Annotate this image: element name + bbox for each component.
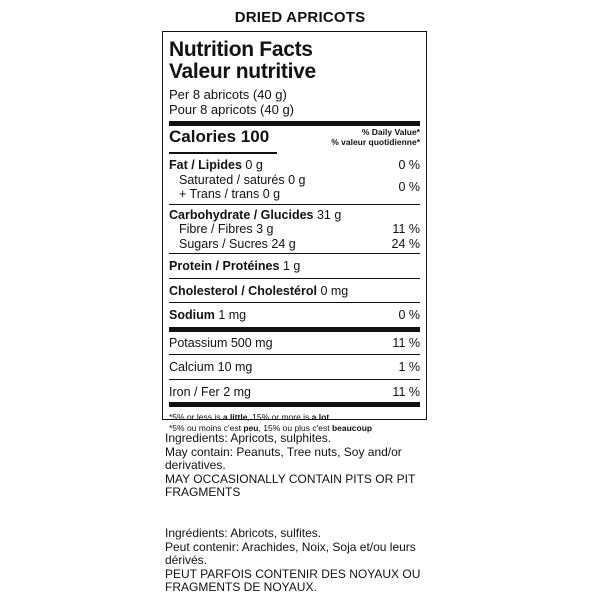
potassium-label: Potassium: [169, 335, 228, 350]
fibre-label: Fibre / Fibres: [179, 222, 253, 236]
carb-amount: 31 g: [316, 207, 342, 222]
cholesterol-block: [169, 279, 420, 303]
calories-text: Calories: [169, 127, 237, 146]
ingredients-fr: Ingrédients: Abricots, sulfites.: [165, 525, 322, 540]
fibre-pct: 11 %: [392, 222, 420, 236]
saturated-amount: 0 g: [288, 172, 306, 187]
iron-row: [169, 385, 420, 400]
calories-row: [169, 126, 420, 152]
trans-amount: 0 g: [262, 187, 281, 201]
serving-size-fr: Pour 8 apricots (40 g): [169, 102, 295, 117]
ingredients-section: [165, 432, 455, 595]
fibre-row: [169, 222, 420, 237]
carb-block: [169, 205, 420, 254]
saturated-row: [179, 173, 306, 188]
calories-label: [169, 127, 269, 147]
iron-label: Iron / Fer: [169, 384, 220, 399]
product-title: DRIED APRICOTS: [234, 9, 366, 26]
daily-value-fr: % valeur quotidienne*: [331, 137, 420, 147]
iron-block: [169, 380, 420, 403]
protein-row: [169, 259, 420, 274]
carb-label: Carbohydrate / Glucides: [169, 207, 314, 222]
footnote-fr: *5% ou moins c'est peu, 15% ou plus c'est beaucoup: [169, 423, 373, 433]
fibre-amount: 3 g: [256, 222, 274, 236]
protein-block: [169, 254, 420, 278]
trans-label: + Trans / trans: [179, 187, 260, 201]
calcium-pct: 1 %: [398, 360, 420, 374]
potassium-row: [169, 336, 420, 351]
sat-trans-pct: 0 %: [398, 180, 420, 194]
sodium-row: [169, 308, 420, 323]
potassium-block: [169, 332, 420, 355]
calcium-amount: 10 mg: [217, 360, 253, 374]
valeur-nutritive-title: Valeur nutritive: [169, 60, 316, 83]
potassium-amount: 500 mg: [230, 335, 273, 350]
pits-warning-fr: PEUT PARFOIS CONTENIR DES NOYAUX OU FRAGMENTS DE NOYAUX.: [165, 566, 421, 595]
sugars-pct: 24 %: [391, 236, 420, 251]
cholesterol-amount: 0 mg: [320, 283, 349, 298]
serving-size-en: Per 8 abricots (40 g): [169, 87, 287, 102]
footnote: [169, 407, 420, 434]
sugars-amount: 24 g: [271, 236, 296, 251]
daily-value-header: [331, 127, 420, 147]
trans-row: [179, 187, 306, 202]
fat-pct: 0 %: [398, 158, 420, 172]
may-contain-fr: Peut contenir: Arachides, Noix, Soja et/ou leurs dérivés.: [165, 539, 416, 568]
sat-trans-group: [169, 173, 420, 202]
iron-amount: 2 mg: [223, 384, 251, 399]
sodium-amount: 1 mg: [218, 308, 247, 322]
fat-amount: 0 g: [245, 158, 263, 172]
protein-label: Protein / Protéines: [169, 259, 280, 273]
fat-block: [169, 154, 420, 204]
potassium-pct: 11 %: [392, 335, 420, 350]
calcium-block: [169, 355, 420, 379]
may-contain-en: May contain: Peanuts, Tree nuts, Soy and/or derivatives.: [165, 444, 402, 473]
sodium-pct: 0 %: [398, 308, 420, 322]
calcium-row: [169, 360, 420, 375]
fat-label: Fat / Lipides: [169, 158, 242, 172]
sugars-row: [169, 237, 420, 252]
sugars-label: Sugars / Sucres: [179, 236, 268, 251]
calcium-label: Calcium: [169, 360, 215, 374]
cholesterol-row: [169, 284, 420, 299]
carb-row: [169, 208, 420, 223]
cholesterol-label: Cholesterol / Cholestérol: [169, 283, 317, 298]
nutrition-facts-title: Nutrition Facts: [169, 38, 313, 61]
iron-pct: 11 %: [392, 384, 420, 399]
protein-amount: 1 g: [282, 259, 301, 273]
sodium-block: [169, 303, 420, 327]
fat-row: [169, 158, 420, 173]
calories-value: 100: [240, 127, 270, 146]
nutrition-facts-panel: [162, 31, 427, 433]
daily-value-en: % Daily Value*: [361, 127, 420, 137]
ingredients-en: Ingredients: Apricots, sulphites.: [165, 431, 332, 445]
pits-warning-en: MAY OCCASIONALLY CONTAIN PITS OR PIT FRAGMENTS: [165, 471, 416, 500]
saturated-label: Saturated / saturés: [179, 172, 285, 187]
sodium-label: Sodium: [169, 308, 215, 322]
footnote-en: *5% or less is a little, 15% or more is a lot: [169, 412, 330, 422]
